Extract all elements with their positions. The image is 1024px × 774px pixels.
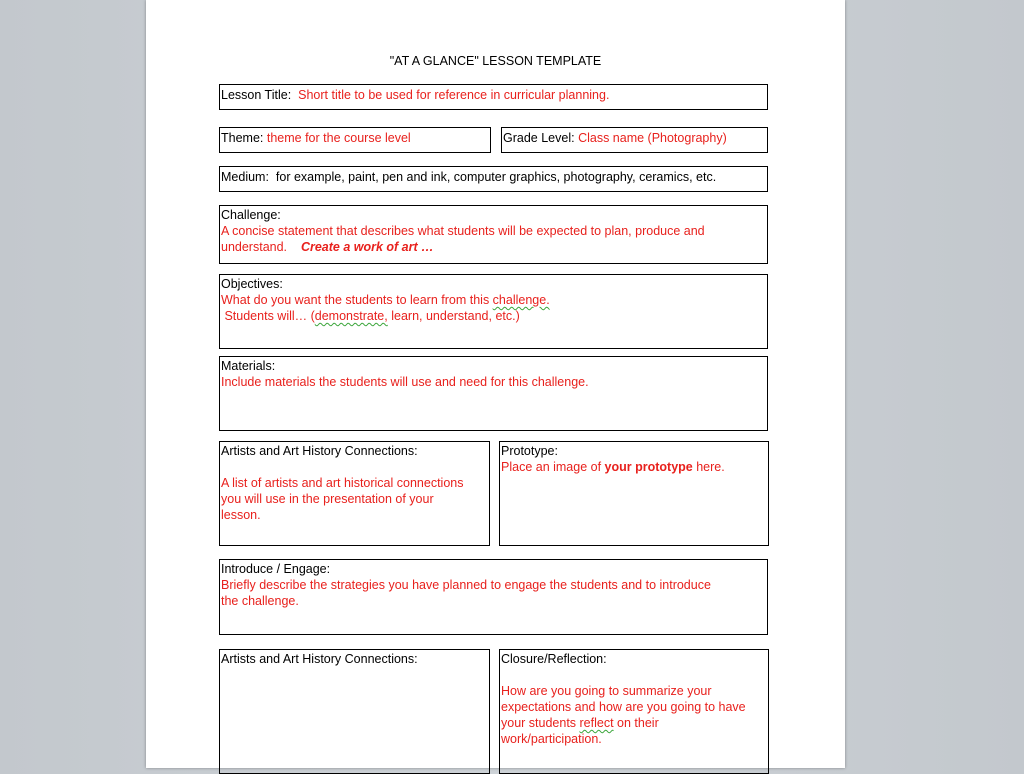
- challenge-text-line1: A concise statement that describes what students will be expected to plan, produce and: [221, 224, 705, 238]
- artists-connections-box-1[interactable]: [219, 441, 490, 546]
- closure-reflection-box[interactable]: [499, 649, 769, 774]
- artists-connections-line1: A list of artists and art historical connections: [221, 476, 464, 490]
- objectives-line1: What do you want the students to learn from this: [221, 293, 493, 307]
- medium-label: Medium:: [221, 170, 269, 184]
- introduce-engage-box[interactable]: [219, 559, 768, 635]
- theme-box[interactable]: [219, 127, 491, 153]
- objectives-label: Objectives:: [221, 277, 283, 291]
- closure-reflection-flagged-word: reflect: [579, 716, 614, 730]
- artists-connections-box-2[interactable]: [219, 649, 490, 774]
- closure-reflection-line2: expectations and how are you going to have: [501, 700, 746, 714]
- closure-reflection-line1: How are you going to summarize your: [501, 684, 712, 698]
- prototype-text: Place an image of: [501, 460, 605, 474]
- prototype-box[interactable]: [499, 441, 769, 546]
- materials-box[interactable]: [219, 356, 768, 431]
- medium-value: for example, paint, pen and ink, computer graphics, photography, ceramics, etc.: [275, 170, 717, 184]
- challenge-box[interactable]: [219, 205, 768, 264]
- grade-level-box[interactable]: [501, 127, 768, 153]
- closure-reflection-line3-rest: on their: [613, 716, 659, 730]
- lesson-title-box[interactable]: [219, 84, 768, 110]
- objectives-line1-flagged-word: challenge.: [492, 293, 550, 307]
- closure-reflection-label: Closure/Reflection:: [501, 652, 607, 666]
- artists-connections-line2: you will use in the presentation of your: [221, 492, 434, 506]
- closure-reflection-line4: work/participation.: [501, 732, 602, 746]
- theme-label: Theme:: [221, 131, 264, 145]
- objectives-line2-flagged-word: demonstrate,: [314, 309, 388, 323]
- objectives-box[interactable]: [219, 274, 768, 349]
- introduce-engage-line2: the challenge.: [221, 594, 299, 608]
- objectives-line2: Students will… (: [221, 309, 315, 323]
- prototype-label: Prototype:: [501, 444, 558, 458]
- theme-value: theme for the course level: [266, 131, 411, 145]
- materials-label: Materials:: [221, 359, 276, 373]
- artists-connections-line3: lesson.: [221, 508, 261, 522]
- lesson-title-label: Lesson Title:: [221, 88, 292, 102]
- grade-level-value: Class name (Photography): [578, 131, 727, 145]
- document-title: "AT A GLANCE" LESSON TEMPLATE: [389, 54, 602, 68]
- challenge-label: Challenge:: [221, 208, 281, 222]
- challenge-emphasis: Create a work of art …: [300, 240, 434, 254]
- objectives-line2-rest: learn, understand, etc.): [387, 309, 520, 323]
- grade-level-label: Grade Level:: [503, 131, 575, 145]
- artists-connections-label-1: Artists and Art History Connections:: [221, 444, 418, 458]
- medium-box[interactable]: [219, 166, 768, 192]
- lesson-title-value: Short title to be used for reference in curricular planning.: [298, 88, 610, 102]
- closure-reflection-line3: your students: [501, 716, 580, 730]
- introduce-engage-label: Introduce / Engage:: [221, 562, 331, 576]
- materials-text: Include materials the students will use and need for this challenge.: [221, 375, 589, 389]
- introduce-engage-line1: Briefly describe the strategies you have planned to engage the students and to introduce: [221, 578, 711, 592]
- prototype-text-bold: your prototype: [604, 460, 693, 474]
- prototype-text-end: here.: [692, 460, 725, 474]
- artists-connections-label-2: Artists and Art History Connections:: [221, 652, 418, 666]
- challenge-text-line2: understand.: [221, 240, 288, 254]
